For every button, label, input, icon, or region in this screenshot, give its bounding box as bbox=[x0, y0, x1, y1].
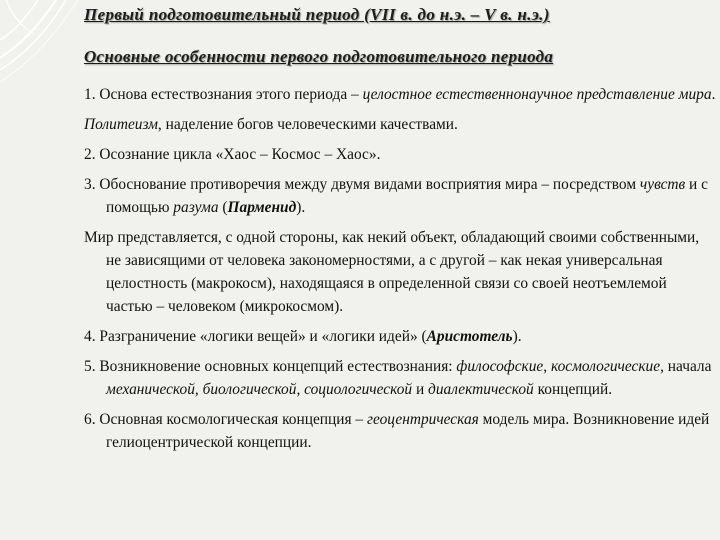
slide-title-period: Первый подготовительный период (VII в. до н.э. – V в. н.э.) bbox=[84, 5, 550, 24]
slide-subtitle-features: Основные особенности первого подготовительного периода bbox=[84, 47, 554, 66]
feature-item-6: 6. Основная космологическая концепция – геоцентрическая модель мира. Возникновение идей гелиоцентрической концепции. bbox=[84, 411, 710, 451]
feature-item-4: 4. Разграничение «логики вещей» и «логики идей» (Аристотель). bbox=[84, 328, 522, 345]
feature-list bbox=[84, 83, 716, 454]
feature-item-2: 2. Осознание цикла «Хаос – Космос – Хаос». bbox=[84, 146, 381, 163]
slide-content bbox=[84, 2, 716, 461]
feature-item-3: 3. Обоснование противоречия между двумя видами восприятия мира – посредством чувств и с помощью разума (Парменид). bbox=[84, 176, 708, 216]
feature-item-polytheism: Политеизм, наделение богов человеческими качествами. bbox=[84, 116, 458, 133]
feature-item-1: 1. Основа естествознания этого периода – целостное естественнонаучное представление мира. bbox=[84, 86, 716, 103]
feature-item-5: 5. Возникновение основных концепций естествознания: философские, космологические, начала механической, биологической, социологической и диалектической концепций. bbox=[84, 358, 712, 398]
corner-swirl-ornament bbox=[0, 0, 90, 90]
feature-item-world-view: Мир представляется, с одной стороны, как некий объект, обладающий своими собственными, не зависящими от человека закономерностями, а с другой – как некая универсальная целостность (макрокосм), находящаяся в определенной связи со своей неотъемлемой частью – человеком (микрокосмом). bbox=[84, 229, 700, 315]
